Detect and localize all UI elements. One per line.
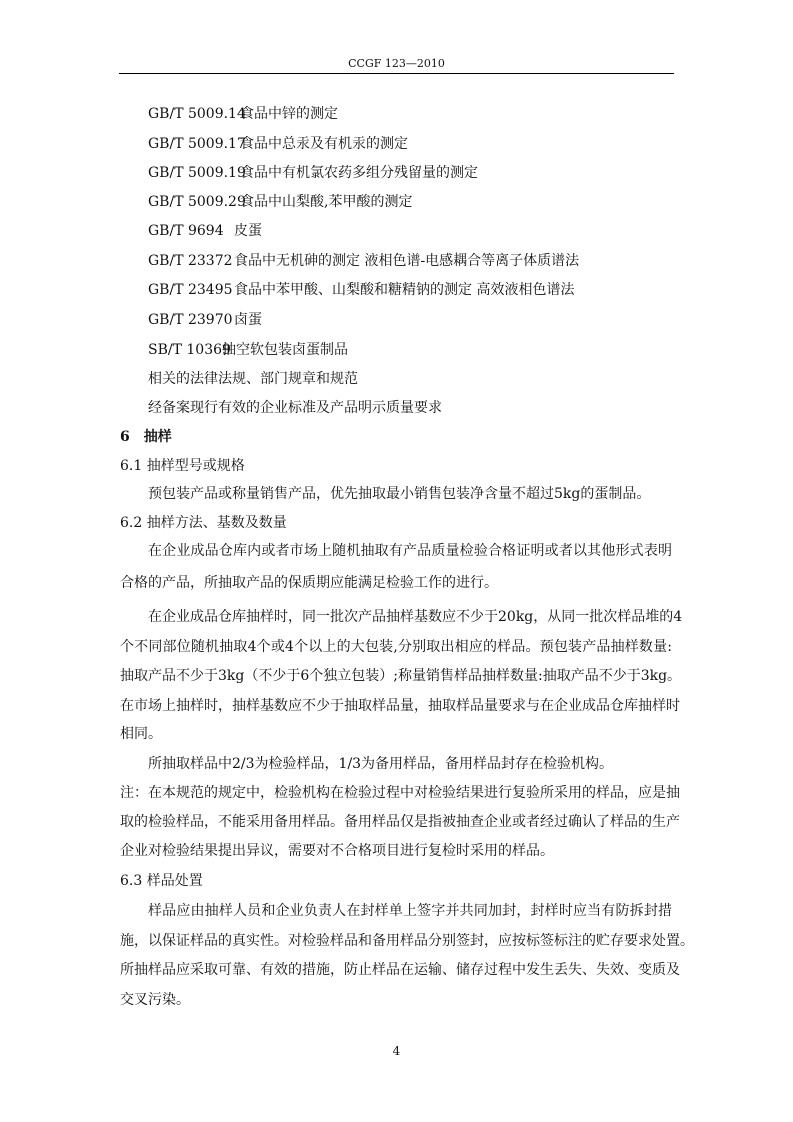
reference-code: GB/T 9694	[148, 223, 224, 239]
paragraph-line: 施，以保证样品的真实性。对检验样品和备用样品分别签封，应按标签标注的贮存要求处置。	[120, 933, 694, 949]
reference-code: GB/T 23970	[148, 312, 233, 328]
paragraph-line: 样品应由抽样人员和企业负责人在封样单上签字并共同加封，封样时应当有防拆封措	[148, 903, 672, 919]
reference-code: GB/T 5009.14	[148, 106, 246, 122]
reference-title: 卤蛋	[234, 312, 262, 328]
other-reference: 相关的法律法规、部门规章和规范	[148, 371, 358, 387]
paragraph-line: 交叉污染。	[120, 992, 190, 1008]
reference-title: 食品中有机氯农药多组分残留量的测定	[240, 165, 478, 181]
other-reference: 经备案现行有效的企业标准及产品明示质量要求	[148, 400, 442, 416]
reference-item	[148, 252, 678, 270]
note-line: 企业对检验结果提出异议，需要对不合格项目进行复检时采用的样品。	[120, 843, 554, 859]
reference-code: GB/T 5009.29	[148, 194, 246, 210]
reference-item	[148, 281, 678, 299]
reference-title: 食品中山梨酸,苯甲酸的测定	[240, 194, 413, 210]
reference-item	[148, 341, 678, 359]
reference-title: 食品中苯甲酸、山梨酸和糖精钠的测定 高效液相色谱法	[234, 282, 575, 298]
reference-title: 食品中锌的测定	[240, 106, 338, 122]
paragraph: 预包装产品或称量销售产品，优先抽取最小销售包装净含量不超过5kg的蛋制品。	[148, 486, 651, 502]
paragraph-line: 在市场上抽样时，抽样基数应不少于抽取样品量，抽取样品量要求与在企业成品仓库抽样时	[120, 698, 680, 714]
page-number: 4	[392, 1044, 401, 1058]
reference-title: 抽空软包装卤蛋制品	[222, 342, 348, 358]
subsection-heading: 6.1 抽样型号或规格	[120, 458, 245, 474]
reference-item	[148, 105, 678, 123]
paragraph-line: 在企业成品仓库内或者市场上随机抽取有产品质量检验合格证明或者以其他形式表明	[148, 543, 672, 559]
paragraph: 所抽取样品中2/3为检验样品，1/3为备用样品，备用样品封存在检验机构。	[148, 756, 614, 772]
subsection-heading: 6.3 样品处置	[120, 873, 203, 889]
note-line: 取的检验样品，不能采用备用样品。备用样品仅是指被抽查企业或者经过确认了样品的生产	[120, 814, 680, 830]
reference-code: GB/T 5009.17	[148, 136, 246, 152]
paragraph-line: 相同。	[120, 726, 162, 742]
header-rule	[119, 73, 674, 74]
reference-title: 食品中无机砷的测定 液相色谱-电感耦合等离子体质谱法	[234, 253, 580, 269]
reference-item	[148, 135, 678, 153]
reference-code: GB/T 5009.19	[148, 165, 246, 181]
note-line: 注：在本规范的规定中，检验机构在检验过程中对检验结果进行复验所采用的样品，应是抽	[120, 785, 680, 801]
reference-code: GB/T 23495	[148, 282, 233, 298]
subsection-heading: 6.2 抽样方法、基数及数量	[120, 515, 287, 531]
reference-item	[148, 164, 678, 182]
paragraph-line: 抽取产品不少于3kg（不少于6个独立包装）;称量销售样品抽样数量:抽取产品不少于3kg。	[120, 668, 682, 684]
section-heading: 6 抽样	[120, 429, 172, 445]
paragraph-line: 合格的产品，所抽取产品的保质期应能满足检验工作的进行。	[120, 575, 498, 591]
reference-code: GB/T 23372	[148, 253, 233, 269]
reference-item	[148, 222, 678, 240]
reference-code: SB/T 10369	[148, 342, 231, 358]
reference-item	[148, 193, 678, 211]
paragraph-line: 所抽样品应采取可靠、有效的措施，防止样品在运输、储存过程中发生丢失、失效、变质及	[120, 962, 680, 978]
reference-item	[148, 311, 678, 329]
document-header: CCGF 123—2010	[348, 57, 445, 70]
reference-title: 食品中总汞及有机汞的测定	[240, 136, 408, 152]
paragraph-line: 个不同部位随机抽取4个或4个以上的大包装,分别取出相应的样品。预包装产品抽样数量:	[120, 639, 672, 655]
reference-title: 皮蛋	[234, 223, 262, 239]
paragraph-line: 在企业成品仓库抽样时，同一批次产品抽样基数应不少于20kg，从同一批次样品堆的4	[148, 609, 683, 625]
